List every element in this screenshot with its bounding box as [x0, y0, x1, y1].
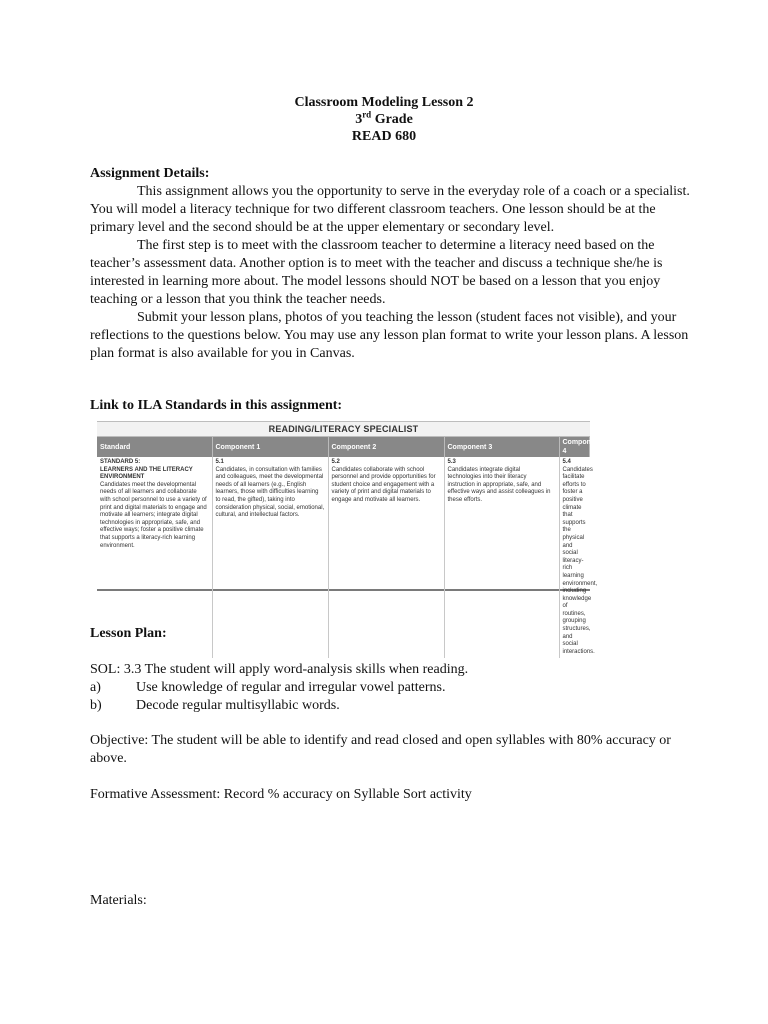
sol-item: [90, 697, 690, 715]
assignment-paragraph-1: This assignment allows you the opportunity to serve in the everyday role of a coach or a specialist. You will model a literacy technique for two different classroom teachers. One lesson should be at the primary level and the second should be at the upper elementary or secondary level.: [90, 184, 690, 235]
assignment-paragraph-3: Submit your lesson plans, photos of you teaching the lesson (student faces not visible), and your reflections to the questions below. You may use any lesson plan format to write your lesson plans. A lesson plan format is also available for you in Canvas.: [90, 310, 689, 361]
component-number: 5.3: [447, 459, 456, 465]
component-text: Candidates collaborate with school personnel and provide opportunities for student choice and engagement with a variety of print and digital materials to engage and motivate all learners.: [331, 466, 436, 503]
formative-assessment-text: Formative Assessment: Record % accuracy on Syllable Sort activity: [90, 787, 472, 802]
column-header: Standard: [97, 437, 212, 457]
column-header: Component 4: [559, 437, 590, 457]
sol-item: [90, 679, 690, 697]
component-text: Candidates integrate digital technologies into their literacy instruction in appropriate, safe, and effective ways and assist colleagues in these efforts.: [447, 466, 551, 503]
component-text: Candidates facilitate efforts to foster a positive climate that supports the physical and social literacy-rich learning environment, including knowledge of routines, grouping structures, and social interactions.: [562, 466, 598, 655]
component-number: 5.2: [331, 459, 340, 465]
ila-heading: Link to ILA Standards in this assignment:: [90, 398, 343, 413]
column-header: Component 3: [444, 437, 559, 457]
grade-line: [0, 111, 768, 128]
column-header: Component 2: [328, 437, 444, 457]
assignment-details: [90, 165, 690, 363]
grade-word: Grade: [371, 112, 413, 127]
grade-ordinal: rd: [362, 109, 372, 120]
course-code: READ 680: [351, 129, 417, 144]
objective-text: Objective: The student will be able to identify and read closed and open syllables with 80% accuracy or above.: [90, 733, 671, 766]
lesson-title: Classroom Modeling Lesson 2: [294, 95, 474, 110]
component-text: Candidates, in consultation with families and colleagues, meet the developmental needs of all learners (e.g., English learners, those with difficulties learning to read, the gifted), taking into consideration physical, social, emotional, cultural, and intellectual factors.: [215, 466, 325, 519]
sol-statement: SOL: 3.3 The student will apply word-analysis skills when reading.: [90, 662, 469, 677]
component-number: 5.1: [215, 459, 224, 465]
ila-section: [90, 397, 690, 415]
materials-label: Materials:: [90, 893, 147, 908]
standards-header-row: [97, 437, 590, 457]
assignment-heading: Assignment Details:: [90, 166, 210, 181]
materials-block: [90, 892, 690, 910]
sol-item-marker: b): [90, 698, 102, 713]
formative-block: [90, 786, 690, 804]
objective-block: [90, 732, 690, 768]
standard-text: Candidates meet the developmental needs of all learners and collaborate with school personnel to use a variety of print and digital materials to engage and motivate all learners; integrate digital technologies in appropriate, safe, and effective ways; foster a positive climate that supports a literacy-rich learning environment.: [100, 481, 207, 549]
standard-number: STANDARD 5:: [100, 459, 141, 465]
component-number: 5.4: [562, 459, 571, 465]
sol-item-text: Use knowledge of regular and irregular vowel patterns.: [136, 680, 446, 695]
sol-item-marker: a): [90, 680, 101, 695]
lesson-plan-section: [90, 625, 690, 643]
standard-name: LEARNERS AND THE LITERACY ENVIRONMENT: [100, 466, 193, 481]
document-title: [0, 94, 768, 145]
sol-block: [90, 661, 690, 715]
column-header: Component 1: [212, 437, 328, 457]
assignment-paragraph-2: The first step is to meet with the classroom teacher to determine a literacy need based on the teacher’s assessment data. Another option is to meet with the teacher and discuss a technique she/he is interested in learning more about. The model lessons should NOT be based on a lesson that you enjoy teaching or a lesson that you think the teacher needs.: [90, 238, 663, 307]
standards-table-title: READING/LITERACY SPECIALIST: [97, 421, 590, 437]
lesson-plan-heading: Lesson Plan:: [90, 626, 167, 641]
sol-item-text: Decode regular multisyllabic words.: [136, 698, 340, 713]
grade-number: 3: [355, 112, 363, 127]
